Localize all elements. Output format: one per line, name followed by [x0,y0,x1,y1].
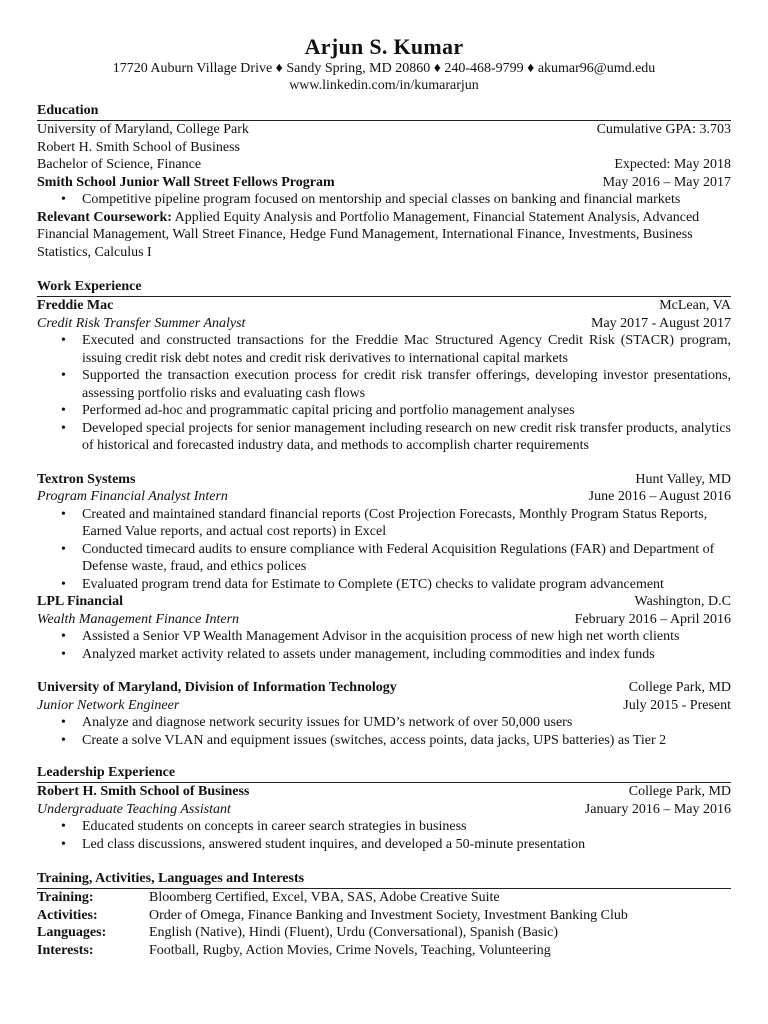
list-item: • Conducted timecard audits to ensure compliance with Federal Acquisition Regulations (FAR) and Department of Defense waste, fraud, and ethics polices [82,541,731,576]
training-value: Bloomberg Certified, Excel, VBA, SAS, Adobe Creative Suite [149,890,500,905]
program-row [37,174,731,192]
job-dates: July 2015 - Present [623,697,731,713]
school-name: University of Maryland, College Park [37,122,249,137]
leadership-role: Undergraduate Teaching Assistant [37,801,231,817]
program-bullets [37,191,731,209]
training-key: Training: [37,890,94,905]
job-lpl [37,593,731,663]
job-location: Washington, D.C [634,594,731,609]
list-item: • Assisted a Senior VP Wealth Management Advisor in the acquisition process of new high net worth clients [82,628,731,646]
list-item: • Developed special projects for senior management including research on new credit risk transfer products, analytics of historical and forecasted industry data, and methods to accomplish charter requirements [82,420,731,455]
job-role-row [37,315,731,333]
job-role: Credit Risk Transfer Summer Analyst [37,315,246,331]
job-bullets [37,714,731,749]
languages-value: English (Native), Hindi (Fluent), Urdu (Conversational), Spanish (Basic) [149,925,559,940]
linkedin-link[interactable]: www.linkedin.com/in/kumararjun [289,78,479,93]
leadership-dates: January 2016 – May 2016 [584,801,731,817]
job-freddie-mac [37,297,731,455]
list-item: • Create a solve VLAN and equipment issues (switches, access points, data jacks, UPS batteries) as Tier 2 [82,732,731,750]
company-name: LPL Financial [37,594,123,609]
leadership-bullets [37,818,731,853]
job-role: Wealth Management Finance Intern [37,611,240,627]
job-textron [37,471,731,594]
degree-row [37,156,731,174]
program-dates: May 2016 – May 2017 [602,174,731,190]
section-education-heading: Education [37,103,731,121]
list-item: • Executed and constructed transactions for the Freddie Mac Structured Agency Credit Risk (STACR) program, issuing credit risk debt notes and credit risk derivatives to international capital markets [82,332,731,367]
degree: Bachelor of Science, Finance [37,157,202,172]
list-item: • Educated students on concepts in career search strategies in business [82,818,731,836]
job-dates: February 2016 – April 2016 [574,611,731,627]
list-item: • Evaluated program trend data for Estimate to Complete (ETC) checks to validate program advancement [82,576,731,594]
job-role-row [37,697,731,715]
job-location: Hunt Valley, MD [635,471,731,487]
job-role: Program Financial Analyst Intern [37,489,228,504]
college-name: Robert H. Smith School of Business [37,139,241,155]
job-bullets [37,332,731,455]
job-role-row [37,488,731,506]
section-leadership-heading: Leadership Experience [37,765,731,783]
resume-body [37,34,731,959]
org-location: College Park, MD [628,784,731,799]
gpa: Cumulative GPA: 3.703 [596,122,731,137]
list-item: • Competitive pipeline program focused on mentorship and special classes on banking and financial markets [82,191,731,209]
leadership-header-row [37,783,731,801]
activities-key: Activities: [37,907,98,923]
list-item: • Supported the transaction execution process for credit risk transfer offerings, developing investor presentations, assessing portfolio risks and evaluating cash flows [82,367,731,402]
list-item: • Performed ad-hoc and programmatic capital pricing and portfolio management analyses [82,402,731,420]
section-training-heading: Training, Activities, Languages and Interests [37,871,731,889]
coursework-label: Relevant Coursework: [37,209,172,225]
expected-graduation: Expected: May 2018 [614,157,731,172]
job-location: McLean, VA [659,298,731,313]
job-header-row [37,471,731,489]
list-item: • Created and maintained standard financial reports (Cost Projection Forecasts, Monthly Program Status Reports, Earned Value reports, and actual cost reports) in Excel [82,506,731,541]
company-name: Textron Systems [37,471,136,487]
interests-value: Football, Rugby, Action Movies, Crime Novels, Teaching, Volunteering [149,942,551,958]
education-school-row [37,121,731,139]
company-name: University of Maryland, Division of Information Technology [37,680,397,695]
program-name: Smith School Junior Wall Street Fellows Program [37,174,335,190]
org-name: Robert H. Smith School of Business [37,784,250,799]
activities-value: Order of Omega, Finance Banking and Investment Society, Investment Banking Club [149,907,628,923]
job-location: College Park, MD [628,680,731,695]
job-role-row [37,611,731,629]
list-item: • Analyzed market activity related to assets under management, including commodities and index funds [82,646,731,664]
leadership-role-row [37,801,731,819]
section-work-heading: Work Experience [37,279,731,297]
job-header-row [37,297,731,315]
job-role: Junior Network Engineer [37,697,180,713]
coursework-list: Applied Equity Analysis and Portfolio Management, Financial Statement Analysis, Advanced Financial Management, Wall Street Finance, Hedge Fund Management, International Finance, Investments, Business Statistics, Calculus I [37,209,700,260]
job-dates: June 2016 – August 2016 [588,489,731,504]
job-umd-dit [37,679,731,749]
training-table [37,889,731,959]
list-item: • Led class discussions, answered student inquires, and developed a 50-minute presentation [82,836,731,854]
job-bullets [37,506,731,594]
job-dates: May 2017 - August 2017 [591,315,731,331]
coursework [37,209,731,262]
job-header-row [37,593,731,611]
interests-key: Interests: [37,942,94,958]
list-item: • Analyze and diagnose network security issues for UMD’s network of over 50,000 users [82,714,731,732]
company-name: Freddie Mac [37,298,114,313]
job-header-row [37,679,731,697]
languages-key: Languages: [37,925,107,940]
contact-line: 17720 Auburn Village Drive ♦ Sandy Spring, MD 20860 ♦ 240-468-9799 ♦ akumar96@umd.edu [112,61,656,76]
candidate-name: Arjun S. Kumar [304,34,464,59]
job-bullets [37,628,731,663]
